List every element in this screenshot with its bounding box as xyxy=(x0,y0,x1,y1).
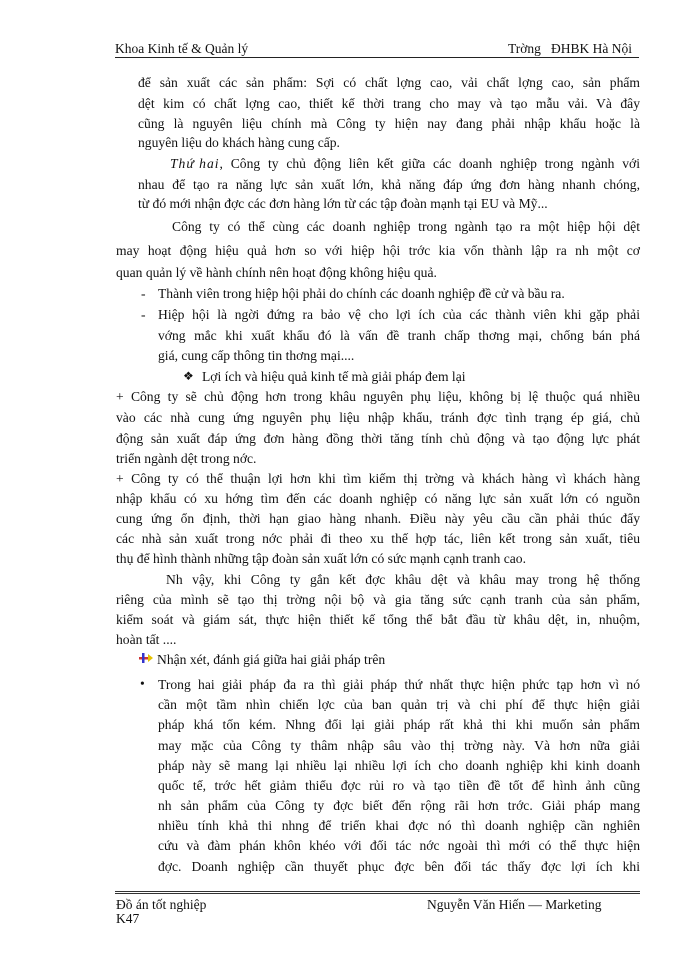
text-line: Công ty có thể cùng các doanh nghiệp trong ngành tạo ra một hiệp hội dệt xyxy=(172,219,640,234)
text-line: để sản xuất các sản phẩm: Sợi có chất lợng cao, vải chất lợng cao, sản phẩm xyxy=(138,75,640,90)
footer-title: Đồ án tốt nghiệp xyxy=(116,897,207,912)
text-line: cung ứng ổn định, thời hạn giao hàng nhanh. Điều này yêu cầu cần phải thúc đẩy xyxy=(116,511,640,526)
text-line: nhau để tạo ra năng lực sản xuất lớn, khả năng đáp ứng đơn hàng nhanh chóng, xyxy=(138,177,640,192)
text-line: thụ để hình thành những tập đoàn sản xuất lớn có sức mạnh cạnh tranh cao. xyxy=(116,551,526,566)
dash-marker: - xyxy=(141,286,146,301)
text-line: Hiệp hội là ngời đứng ra bảo vệ cho lợi ích của các thành viên khi gặp phải xyxy=(158,307,640,322)
header-university: Trờng ĐHBK Hà Nội xyxy=(507,41,632,56)
arrow-bullet-icon xyxy=(139,652,153,664)
bullet-marker: • xyxy=(140,676,145,691)
text-line: nhiều tính khả thi nhng để triển khai đợc nó thì doanh nghiệp cần nghiên xyxy=(158,818,640,833)
text-line: dệt kim có chất lợng cao, thiết kế thời trang cho may và tạo mẫu vải. Và đây xyxy=(138,96,640,111)
text-line: Thành viên trong hiệp hội phải do chính các doanh nghiệp đề cử và bầu ra. xyxy=(158,286,565,301)
text-line: giá, cung cấp thông tin thơng mại.... xyxy=(158,348,355,363)
footer-rule xyxy=(115,891,640,894)
text-line: may mặc của Công ty thâm nhập sâu vào thị trờng này. Và hơn nữa giải xyxy=(158,738,640,753)
text-line: nh sản phẩm của Công ty đợc biết đến rộng rãi hơn trớc. Giải pháp mang xyxy=(158,798,640,813)
diamond-bullet-icon: ❖ xyxy=(183,369,194,383)
footer-author: Nguyễn Văn Hiến — Marketing xyxy=(427,897,602,912)
text-line: + Công ty có thể thuận lợi hơn khi tìm kiếm thị trờng và khách hàng vì khách hàng xyxy=(116,471,640,486)
text-line: kiểm soát và giám sát, thực hiện thiết kế tổng thể bắt đầu từ khâu dệt, in, nhuộm, xyxy=(116,612,640,627)
text-line: quốc tế, trớc hết giảm thiểu đợc rủi ro và tạo tiền đề tốt để hình ảnh cũng xyxy=(158,778,640,793)
text-line: hoàn tất .... xyxy=(116,632,177,647)
text-line: Nh vậy, khi Công ty gắn kết đợc khâu dệt và khâu may trong hệ thống xyxy=(166,572,640,587)
text-line: nhập khẩu có xu hớng tìm đến các doanh nghiệp có năng lực sản xuất lớn có nguồn xyxy=(116,491,640,506)
text-line: + Công ty sẽ chủ động hơn trong khâu nguyên phụ liệu, không bị lệ thuộc quá nhiều xyxy=(116,389,640,404)
footer-class: K47 xyxy=(116,911,140,926)
text-line: cần một tầm nhìn chiến lợc của ban quản trị và chi phí để thực hiện giải xyxy=(158,697,640,712)
text-line: cứu và đàm phán khôn khéo với đối tác nớc ngoài thì mới có thể thực hiện xyxy=(158,838,640,853)
text-line: may hoạt động hiệu quả hơn so với hiệp hội trớc kia vốn thành lập ra nh một cơ xyxy=(116,243,640,258)
text-line: pháp này sẽ mang lại nhiều lại nhiều lợi ích cho doanh nghiệp khi kinh doanh xyxy=(158,758,640,773)
text-line: riêng của mình sẽ tạo thị trờng nội bộ và gia tăng sức cạnh tranh của sản phẩm, xyxy=(116,592,640,607)
dash-marker: - xyxy=(141,307,146,322)
text-line: cũng là nguyên liệu chính mà Công ty hiện nay đang phải nhập khẩu hoặc là xyxy=(138,116,640,131)
header-faculty: Khoa Kinh tế & Quản lý xyxy=(115,41,249,56)
text-line: từ đó mới nhận đợc các đơn hàng lớn từ các tập đoàn mạnh tại EU và Mỹ... xyxy=(138,196,548,211)
section-heading: Nhận xét, đánh giá giữa hai giải pháp trên xyxy=(157,652,386,667)
text-line: pháp khá tốn kém. Nhng đổi lại giải pháp rất khả thi khi muốn sản phẩm xyxy=(158,717,640,732)
text-line: vào các nhà cung ứng nguyên phụ liệu nhập khẩu, tránh đợc tình trạng ép giá, chủ xyxy=(116,410,640,425)
section-heading: Lợi ích và hiệu quả kinh tế mà giải pháp đem lại xyxy=(202,369,466,384)
text-span: , Công ty chủ động liên kết giữa các doanh nghiệp trong ngành với xyxy=(219,156,640,171)
text-line: các nhà sản xuất trong nớc phải đi theo xu thế hợp tác, liên kết trong sản xuất, tiêu xyxy=(116,531,640,546)
text-line: quan quản lý về hành chính nên hoạt động không hiệu quả. xyxy=(116,265,437,280)
text-line: động sản xuất đáp ứng đơn hàng đồng thời tăng tính chủ động và tạo động lực phát xyxy=(116,431,640,446)
text-line xyxy=(170,154,640,174)
emphasis-thu-hai: Thứ hai xyxy=(170,156,220,171)
text-line: đợc. Doanh nghiệp cần thuyết phục đợc bên đối tác thấy đợc lợi ích khi xyxy=(158,859,640,874)
text-line: triển ngành dệt trong nớc. xyxy=(116,451,257,466)
text-line: nguyên liệu do khách hàng cung cấp. xyxy=(138,135,340,150)
text-line: vớng mắc khi xuất khẩu đó là vấn đề tranh chấp thơng mại, chống bán phá xyxy=(158,328,640,343)
header-rule xyxy=(115,57,639,58)
text-line: Trong hai giải pháp đa ra thì giải pháp thứ nhất thực hiện phức tạp hơn vì nó xyxy=(158,677,640,692)
